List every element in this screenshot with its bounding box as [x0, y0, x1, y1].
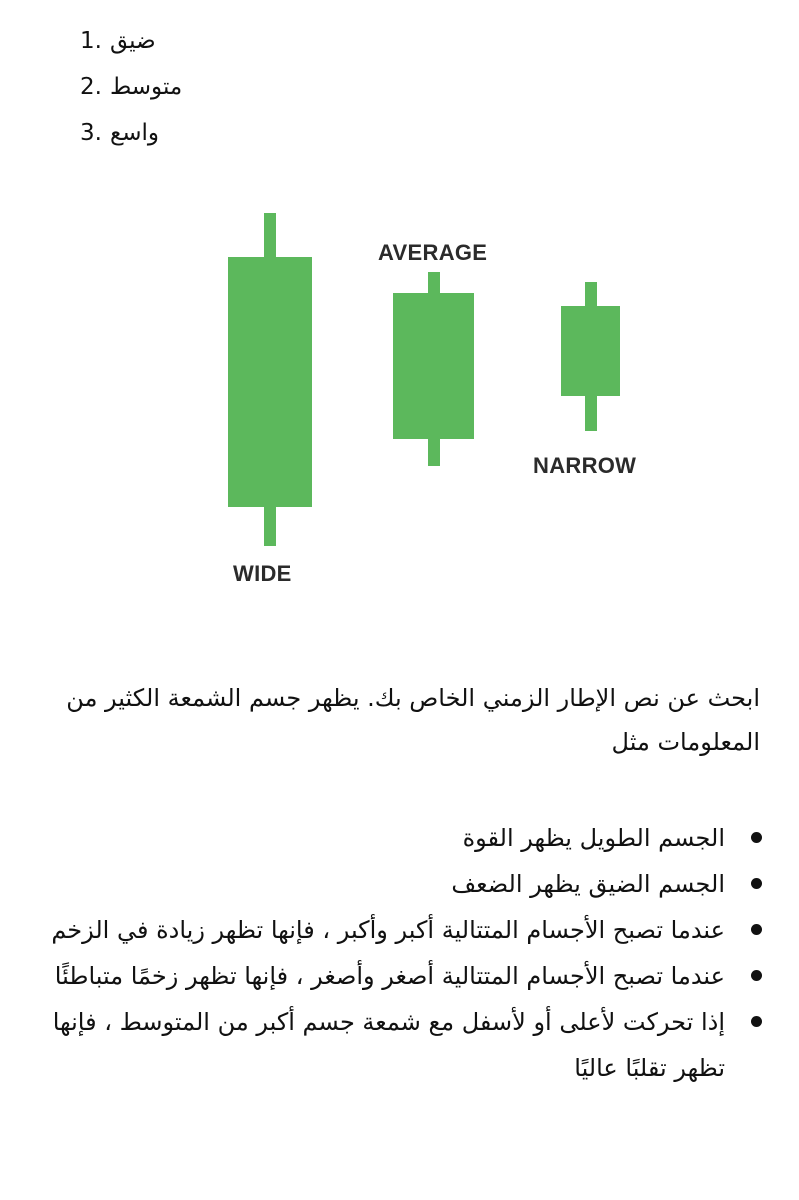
wide-label: WIDE	[233, 561, 292, 586]
average-candle-lower-wick	[428, 438, 440, 466]
wide-candle-body	[228, 257, 312, 507]
list-number: 1.	[80, 28, 102, 54]
bullet-text: إذا تحركت لأعلى أو لأسفل مع شمعة جسم أكبر من المتوسط ، فإنها تظهر تقلبًا عاليًا	[52, 1008, 725, 1082]
intro-paragraph: ابحث عن نص الإطار الزمني الخاص بك. يظهر جسم الشمعة الكثير من المعلومات مثل	[66, 684, 760, 756]
list-item	[40, 861, 770, 907]
bullet-icon	[751, 1016, 762, 1027]
average-candle-body	[393, 293, 474, 439]
bullet-text: الجسم الطويل يظهر القوة	[462, 824, 725, 852]
wide-candle-lower-wick	[264, 506, 276, 546]
list-label: ضيق	[109, 28, 156, 54]
list-item	[40, 815, 770, 861]
list-item	[40, 953, 770, 999]
list-label: متوسط	[109, 74, 183, 100]
bullet-list	[40, 815, 770, 1091]
narrow-candle-lower-wick	[585, 395, 597, 431]
list-item	[80, 110, 280, 156]
bullet-icon	[751, 878, 762, 889]
bullet-text: عندما تصبح الأجسام المتتالية أكبر وأكبر ، فإنها تظهر زيادة في الزخم	[51, 916, 725, 944]
numbered-list	[80, 18, 280, 156]
narrow-label: NARROW	[533, 453, 637, 478]
list-label: واسع	[109, 120, 159, 146]
bullet-icon	[751, 924, 762, 935]
narrow-candle-upper-wick	[585, 282, 597, 308]
list-item	[40, 907, 770, 953]
narrow-candle-body	[561, 306, 620, 396]
bullet-icon	[751, 970, 762, 981]
bullet-text: عندما تصبح الأجسام المتتالية أصغر وأصغر ، فإنها تظهر زخمًا متباطئًا	[54, 962, 725, 990]
list-item	[40, 999, 770, 1091]
list-number: 2.	[80, 74, 102, 100]
list-item	[80, 64, 280, 110]
candlestick-figure	[0, 200, 799, 600]
list-item	[80, 18, 280, 64]
average-label: AVERAGE	[378, 240, 488, 265]
list-number: 3.	[80, 120, 102, 146]
bullet-icon	[751, 832, 762, 843]
wide-candle-upper-wick	[264, 213, 276, 259]
bullet-text: الجسم الضيق يظهر الضعف	[451, 870, 725, 898]
